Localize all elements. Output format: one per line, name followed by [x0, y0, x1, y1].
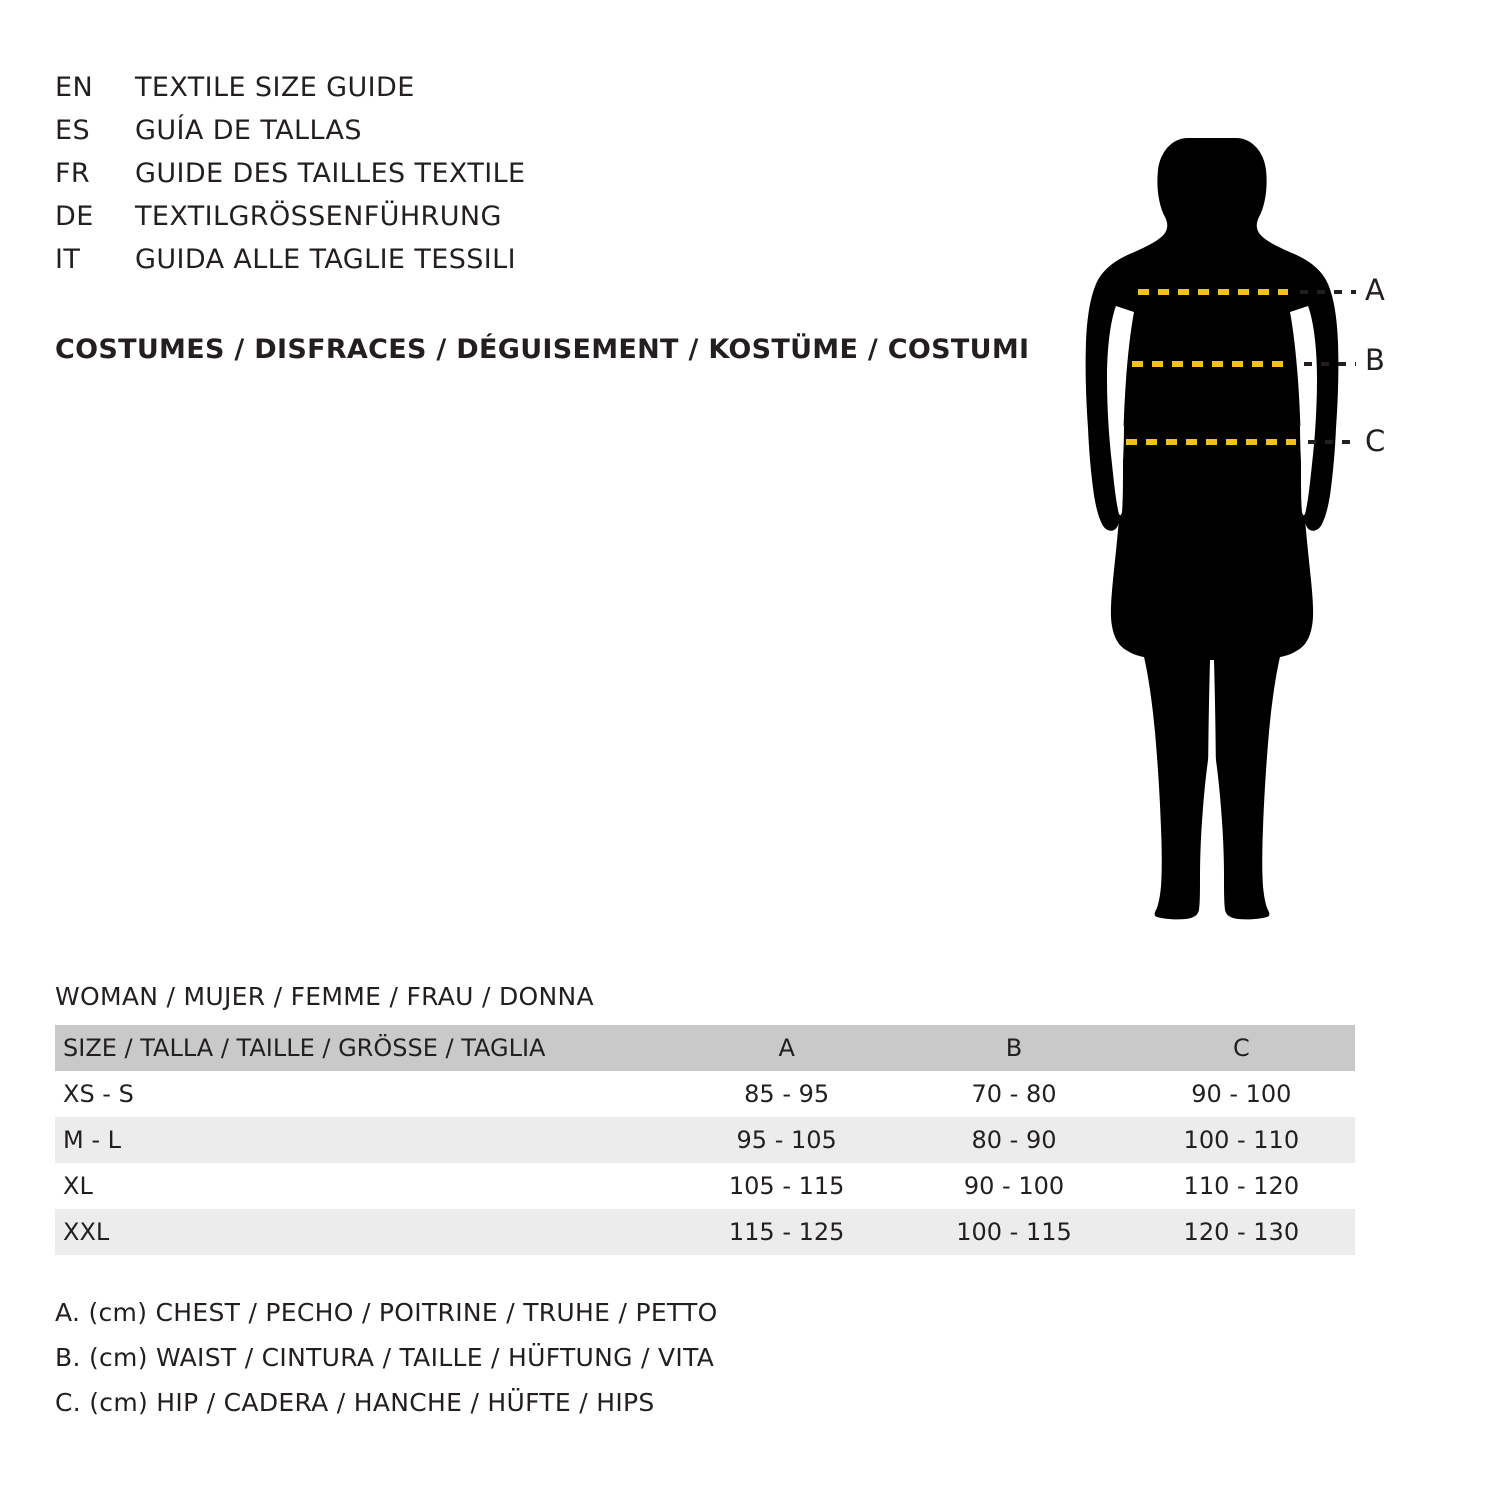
header-a: A [778, 1034, 795, 1062]
size-table [55, 1025, 1355, 1255]
cell-a: 85 - 95 [744, 1080, 830, 1108]
table-row [55, 1209, 1355, 1255]
cell-size: XL [63, 1172, 93, 1200]
language-row-it [55, 244, 755, 287]
cell-a: 115 - 125 [728, 1218, 845, 1246]
cell-b: 90 - 100 [963, 1172, 1065, 1200]
table-caption: WOMAN / MUJER / FEMME / FRAU / DONNA [55, 982, 594, 1011]
size-table-head [55, 1025, 1355, 1071]
language-row-en [55, 72, 755, 115]
language-title-es: GUÍA DE TALLAS [135, 115, 362, 146]
measure-label-a: A [1365, 273, 1385, 307]
header-size: SIZE / TALLA / TAILLE / GRÖSSE / TAGLIA [63, 1034, 546, 1062]
table-row [55, 1071, 1355, 1117]
language-code-de: DE [55, 201, 94, 232]
language-title-it: GUIDA ALLE TAGLIE TESSILI [135, 244, 516, 275]
language-code-es: ES [55, 115, 90, 146]
legend-row-c: C. (cm) HIP / CADERA / HANCHE / HÜFTE / HIPS [55, 1388, 655, 1417]
language-code-it: IT [55, 244, 81, 275]
language-row-fr [55, 158, 755, 201]
table-header-row [55, 1025, 1355, 1071]
cell-size: XXL [63, 1218, 110, 1246]
header-c: C [1232, 1034, 1250, 1062]
cell-c: 90 - 100 [1191, 1080, 1292, 1108]
cell-b: 80 - 90 [971, 1126, 1057, 1154]
language-header-block [55, 72, 755, 287]
cell-c: 110 - 120 [1183, 1172, 1300, 1200]
legend-row-a: A. (cm) CHEST / PECHO / POITRINE / TRUHE / PETTO [55, 1298, 718, 1327]
measure-label-c: C [1365, 424, 1386, 458]
legend-row-b: B. (cm) WAIST / CINTURA / TAILLE / HÜFTUNG / VITA [55, 1343, 715, 1372]
language-title-de: TEXTILGRÖSSENFÜHRUNG [135, 201, 502, 232]
cell-size: M - L [63, 1126, 121, 1154]
header-b: B [1005, 1034, 1023, 1062]
female-silhouette-icon [1020, 60, 1440, 940]
measurement-legend [55, 1290, 955, 1425]
size-table-body [55, 1071, 1355, 1255]
cell-size: XS - S [63, 1080, 134, 1108]
language-code-en: EN [55, 72, 94, 103]
language-row-es [55, 115, 755, 158]
cell-c: 100 - 110 [1183, 1126, 1300, 1154]
table-row [55, 1163, 1355, 1209]
size-table-section [55, 982, 1410, 1255]
measure-label-b: B [1365, 343, 1385, 377]
cell-a: 105 - 115 [728, 1172, 845, 1200]
cell-a: 95 - 105 [736, 1126, 837, 1154]
language-row-de [55, 201, 755, 244]
language-title-fr: GUIDE DES TAILLES TEXTILE [135, 158, 526, 189]
table-row [55, 1117, 1355, 1163]
cell-b: 100 - 115 [956, 1218, 1072, 1246]
language-title-en: TEXTILE SIZE GUIDE [135, 72, 415, 103]
cell-b: 70 - 80 [971, 1080, 1057, 1108]
language-code-fr: FR [55, 158, 91, 189]
female-figure-diagram [1020, 60, 1440, 940]
costumes-subtitle: COSTUMES / DISFRACES / DÉGUISEMENT / KOSTÜME / COSTUMI [55, 334, 1030, 365]
cell-c: 120 - 130 [1183, 1218, 1300, 1246]
